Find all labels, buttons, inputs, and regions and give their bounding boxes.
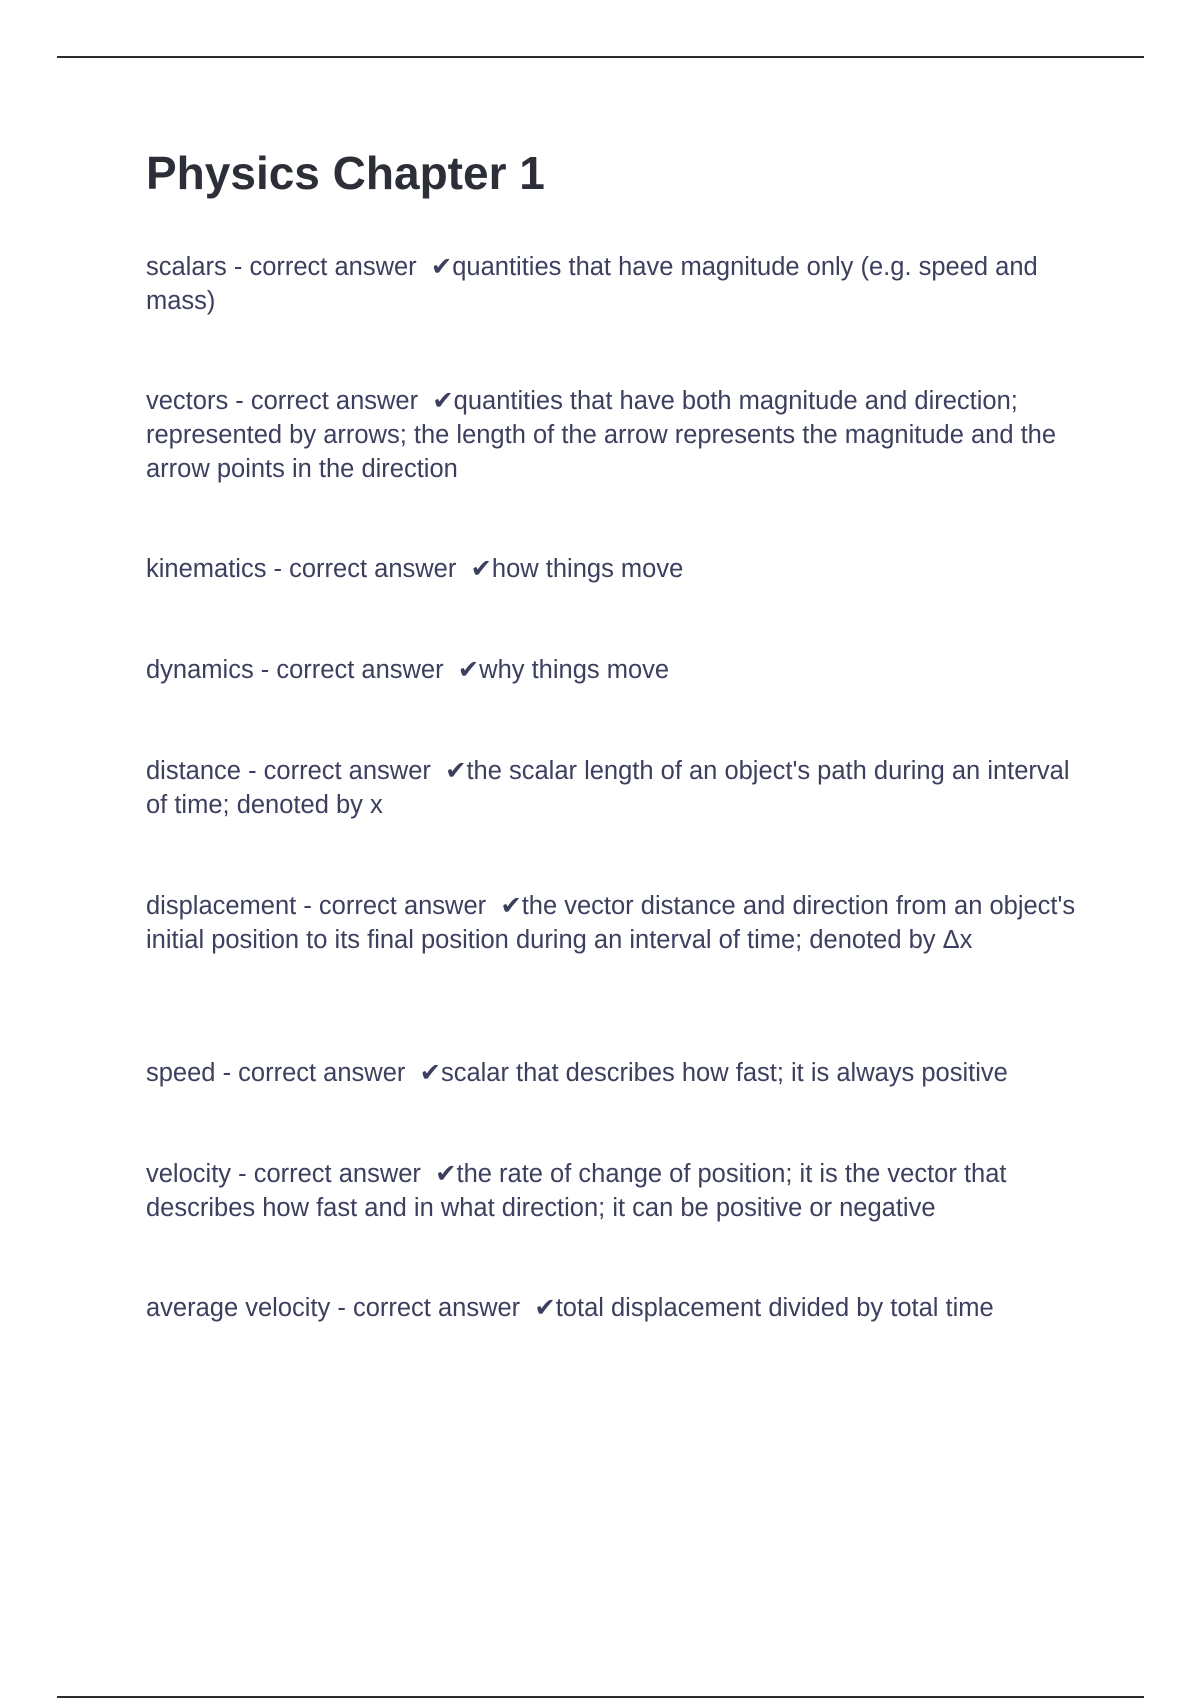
checkmark-icon: ✔ (432, 387, 454, 415)
entry-scalars: scalars - correct answer ✔quantities that have magnitude only (e.g. speed and mass) (146, 253, 1038, 315)
entry-definition: how things move (491, 555, 684, 583)
checkmark-icon: ✔ (500, 892, 522, 920)
entry-definition: the rate of change of position; it is the vector that describes how fast and in what direction; it can be positive or negative (146, 1160, 1007, 1222)
checkmark-icon: ✔ (534, 1294, 556, 1322)
entry-definition: why things move (479, 656, 670, 684)
entry-vectors: vectors - correct answer ✔quantities that have both magnitude and direction; represented by arrows; the length of the arrow represents the magnitude and the arrow points in the direction (146, 387, 1057, 483)
answer-marker: correct answer (250, 387, 419, 415)
checkmark-icon: ✔ (470, 555, 492, 583)
entry-term: scalars (146, 253, 227, 281)
entry-kinematics: kinematics - correct answer ✔how things move (146, 555, 684, 583)
checkmark-icon: ✔ (457, 656, 480, 684)
entry-definition: quantities that have both magnitude and direction; represented by arrows; the length of the arrow represents the magnitude and the arrow points in the direction (146, 387, 1057, 483)
entry-definition: the vector distance and direction from an object's initial position to its final position during an interval of time; denoted by Δx (146, 892, 1076, 954)
checkmark-icon: ✔ (435, 1160, 457, 1188)
entry-distance: distance - correct answer ✔the scalar length of an object's path during an interval of time; denoted by x (146, 757, 1070, 819)
answer-marker: correct answer (318, 892, 487, 920)
answer-marker: correct answer (352, 1294, 521, 1322)
entry-definition: scalar that describes how fast; it is always positive (440, 1059, 1008, 1087)
answer-marker: correct answer (249, 253, 417, 281)
entry-dynamics: dynamics - correct answer ✔why things move (146, 656, 670, 684)
checkmark-icon: ✔ (419, 1059, 441, 1087)
answer-marker: correct answer (253, 1160, 421, 1188)
entry-term: dynamics (146, 656, 254, 684)
entry-definition: total displacement divided by total time (555, 1294, 994, 1322)
entry-term: speed (146, 1059, 216, 1087)
answer-marker: correct answer (263, 757, 431, 785)
answer-marker: correct answer (276, 656, 444, 684)
entry-velocity: velocity - correct answer ✔the rate of change of position; it is the vector that describes how fast and in what direction; it can be positive or negative (146, 1160, 1007, 1222)
entry-term: vectors (146, 387, 229, 415)
checkmark-icon: ✔ (445, 757, 467, 785)
answer-marker: correct answer (238, 1059, 406, 1087)
bottom-rule (57, 1696, 1144, 1698)
top-rule (57, 56, 1144, 58)
entry-displacement: displacement - correct answer ✔the vector distance and direction from an object's initial position to its final position during an interval of time; denoted by Δx (146, 892, 1076, 954)
answer-marker: correct answer (289, 555, 457, 583)
entry-average-velocity: average velocity - correct answer ✔total displacement divided by total time (146, 1294, 994, 1322)
entry-term: displacement (146, 892, 297, 920)
entry-definition: the scalar length of an object's path during an interval of time; denoted by x (146, 757, 1070, 819)
entry-term: distance (146, 757, 241, 785)
entry-term: kinematics (146, 555, 267, 583)
entry-definition: quantities that have magnitude only (e.g. speed and mass) (146, 253, 1038, 315)
entry-term: average velocity (146, 1294, 331, 1322)
page-title: Physics Chapter 1 (146, 147, 545, 199)
entry-speed: speed - correct answer ✔scalar that describes how fast; it is always positive (146, 1059, 1008, 1087)
checkmark-icon: ✔ (430, 253, 453, 281)
entry-term: velocity (146, 1160, 232, 1188)
